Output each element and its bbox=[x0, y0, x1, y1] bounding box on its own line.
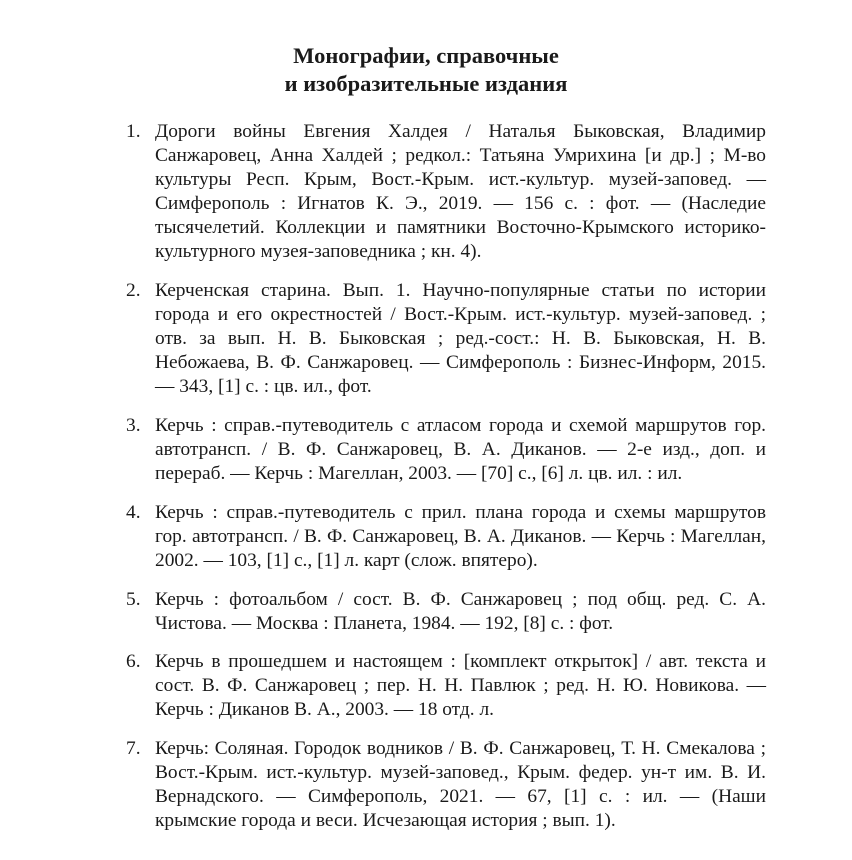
entry-number: 7. bbox=[126, 738, 141, 760]
entry-number: 4. bbox=[126, 501, 141, 523]
heading-line-2: и изобразительные издания bbox=[284, 71, 568, 96]
bibliography-entry bbox=[126, 279, 766, 399]
bibliography-list bbox=[126, 120, 766, 833]
heading-line-1: Монографии, справочные bbox=[293, 43, 559, 68]
bibliography-entry bbox=[126, 501, 766, 573]
entry-text: Керчь : справ.-путеводитель с прил. плана города и схемы маршрутов гор. автотрансп. / В. Ф. Санжаровец, В. А. Диканов. — Керчь : Магеллан, 2002. — 103, [1] с., [1] л. карт (слож. впятеро). bbox=[155, 501, 766, 571]
bibliography-entry bbox=[126, 737, 766, 833]
entry-text: Дороги войны Евгения Халдея / Наталья Быковская, Владимир Санжаровец, Анна Халдей ; редкол.: Татьяна Умрихина [и др.] ; М-во культуры Респ. Крым, Вост.-Крым. ист.-культур. музей-заповед. — Симферополь : Игнатов К. Э., 2019. — 156 с. : фот. — (Наследие тысячелетий. Коллекции и памятники Восточно-Крымского историко-культурного музея-заповедника ; кн. 4). bbox=[155, 121, 766, 263]
bibliography-entry bbox=[126, 414, 766, 486]
entry-text: Керчь : справ.-путеводитель с атласом города и схемой маршрутов гор. автотрансп. / В. Ф. Санжаровец, В. А. Диканов. — 2-е изд., доп. и перераб. — Керчь : Магеллан, 2003. — [70] с., [6] л. цв. ил. : ил. bbox=[155, 415, 766, 485]
entry-number: 5. bbox=[126, 588, 141, 610]
section-heading bbox=[0, 42, 852, 98]
entry-text: Керчь : фотоальбом / сост. В. Ф. Санжаровец ; под общ. ред. С. А. Чистова. — Москва : Планета, 1984. — 192, [8] с. : фот. bbox=[155, 588, 766, 634]
bibliography-entry bbox=[126, 120, 766, 265]
bibliography-entry bbox=[126, 650, 766, 722]
entry-text: Керчь: Соляная. Городок водников / В. Ф. Санжаровец, Т. Н. Смекалова ; Вост.-Крым. ист.-культур. музей-заповед., Крым. федер. ун-т им. В. И. Вернадского. — Симферополь, 2021. — 67, [1] с. : ил. — (Наши крымские города и веси. Исчезающая история ; вып. 1). bbox=[155, 738, 766, 832]
entry-number: 2. bbox=[126, 280, 141, 302]
entry-number: 1. bbox=[126, 121, 141, 142]
entry-number: 6. bbox=[126, 651, 141, 673]
entry-number: 3. bbox=[126, 415, 141, 437]
entry-text: Керчь в прошедшем и настоящем : [комплект открыток] / авт. текста и сост. В. Ф. Санжаровец ; пер. Н. Н. Павлюк ; ред. Н. Ю. Новикова. — Керчь : Диканов В. А., 2003. — 18 отд. л. bbox=[155, 651, 766, 721]
entry-text: Керченская старина. Вып. 1. Научно-популярные статьи по истории города и его окрестностей / Вост.-Крым. ист.-культур. музей-заповед. ; отв. за вып. Н. В. Быковская ; ред.-сост.: Н. В. Быковская, Н. В. Небожаева, В. Ф. Санжаровец. — Симферополь : Бизнес-Информ, 2015. — 343, [1] с. : цв. ил., фот. bbox=[155, 280, 766, 398]
bibliography-entry bbox=[126, 588, 766, 636]
